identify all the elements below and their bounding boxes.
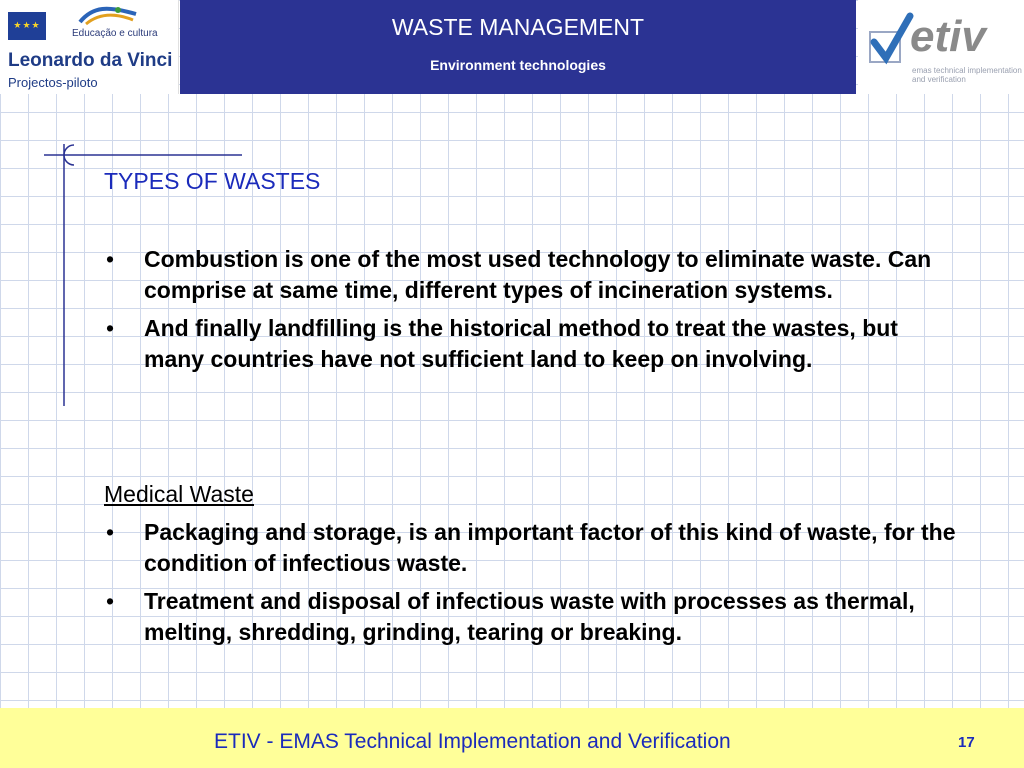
bullet-text: Treatment and disposal of infectious waste with processes as thermal, melting, shredding, grinding, tearing or breaking. bbox=[144, 588, 915, 645]
education-culture-label: Educação e cultura bbox=[72, 28, 158, 39]
medical-bullet-list bbox=[104, 517, 964, 648]
list-item bbox=[104, 313, 964, 375]
etiv-brand: etiv bbox=[910, 12, 986, 61]
bullet-text: And finally landfilling is the historical method to treat the wastes, but many countries have not sufficient land to keep on involving. bbox=[144, 315, 898, 372]
bullet-icon: • bbox=[106, 519, 115, 545]
bullet-text: Combustion is one of the most used technology to eliminate waste. Can comprise at same time, different types of incineration systems. bbox=[144, 246, 932, 303]
program-subtitle: Projectos-piloto bbox=[8, 75, 98, 90]
eu-flag-icon: ★★★ bbox=[8, 12, 46, 40]
leonardo-da-vinci-logo bbox=[0, 0, 179, 94]
list-item bbox=[104, 244, 964, 306]
footer-text: ETIV - EMAS Technical Implementation and Verification bbox=[214, 730, 731, 753]
program-name: Leonardo da Vinci bbox=[8, 50, 173, 71]
list-item bbox=[104, 517, 964, 579]
etiv-logo bbox=[858, 0, 1024, 94]
page-number: 17 bbox=[958, 734, 975, 751]
bullet-icon: • bbox=[106, 588, 115, 614]
swoosh-icon bbox=[78, 4, 138, 26]
page-title: WASTE MANAGEMENT bbox=[391, 14, 645, 40]
medical-waste-heading: Medical Waste bbox=[104, 481, 254, 507]
section-title: TYPES OF WASTES bbox=[104, 168, 321, 194]
checkmark-icon bbox=[866, 12, 914, 68]
bullet-icon: • bbox=[106, 246, 115, 272]
list-item bbox=[104, 586, 964, 648]
bullet-text: Packaging and storage, is an important factor of this kind of waste, for the condition of infectious waste. bbox=[144, 519, 956, 576]
bullet-icon: • bbox=[106, 315, 115, 341]
etiv-caption: emas technical implementation and verification bbox=[912, 66, 1022, 84]
footer-bar bbox=[0, 708, 1024, 768]
header-band bbox=[180, 0, 856, 94]
page-subtitle: Environment technologies bbox=[430, 57, 606, 73]
types-bullet-list bbox=[104, 244, 964, 375]
